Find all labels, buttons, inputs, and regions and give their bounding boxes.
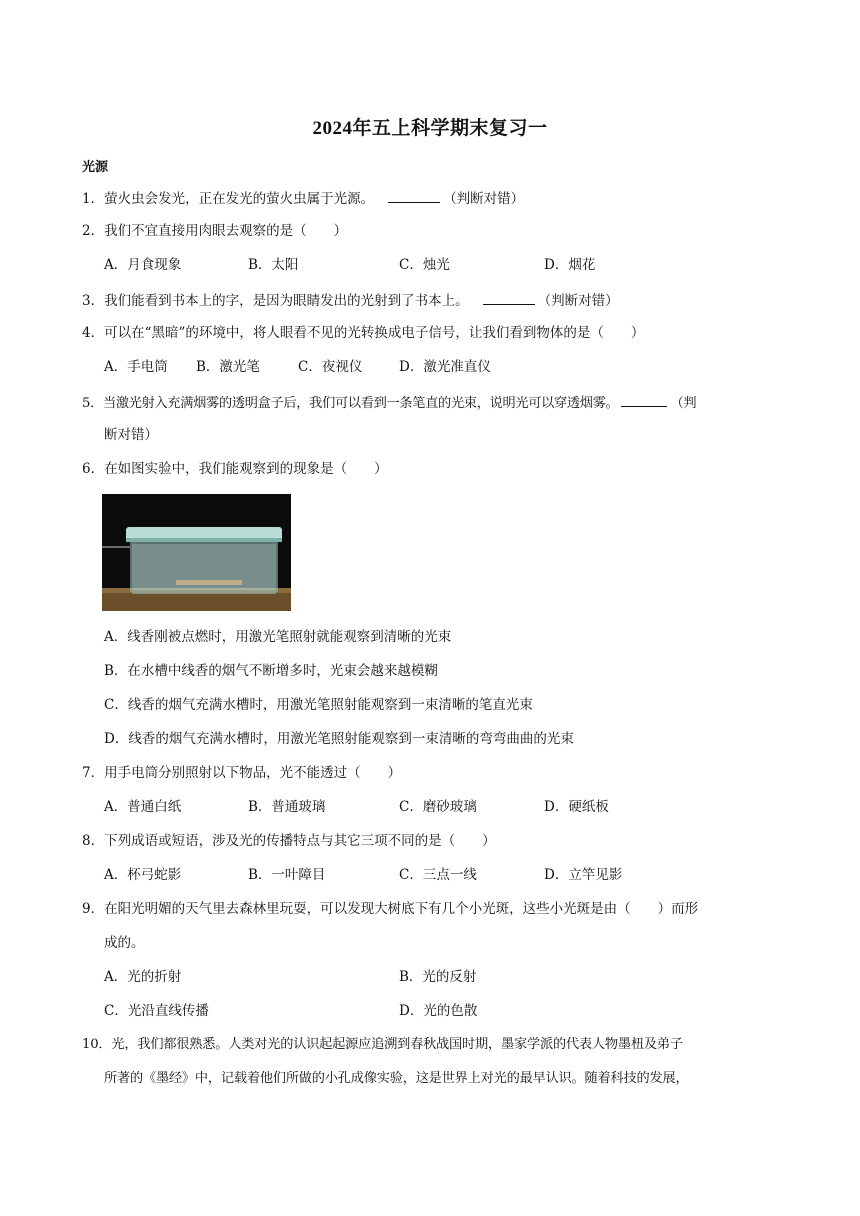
option-d[interactable]: D．线香的烟气充满水槽时，用激光笔照射能观察到一束清晰的弯弯曲曲的光束 (104, 731, 574, 747)
option-a[interactable]: A．手电筒 (104, 359, 168, 375)
experiment-photo (102, 494, 291, 611)
question-text: 3．我们能看到书本上的字，是因为眼睛发出的光射到了书本上。 (82, 293, 469, 309)
question-10: 10．光，我们都很熟悉。人类对光的认识起起源应追溯到春秋战国时期，墨家学派的代表人物墨杻及弟子 (82, 1037, 683, 1052)
option-d[interactable]: D．烟花 (544, 257, 596, 273)
question-7: 7．用手电筒分别照射以下物品，光不能透过（ ） (82, 765, 402, 781)
question-tail: （判断对错） (443, 191, 525, 207)
question-9-continued: 成的。 (104, 935, 145, 951)
option-a[interactable]: A．普通白纸 (104, 799, 182, 815)
question-10-continued: 所著的《墨经》中，记载着他们所做的小孔成像实验，这是世界上对光的最早认识。随着科技的发展， (104, 1071, 689, 1086)
question-5 (82, 392, 696, 413)
option-d[interactable]: D．光的色散 (399, 1003, 478, 1019)
question-text: 5．当激光射入充满烟雾的透明盒子后，我们可以看到一条笔直的光束，说明光可以穿透烟雾。 (82, 396, 619, 411)
page-title: 2024年五上科学期末复习一 (312, 118, 548, 139)
option-b[interactable]: B．在水槽中线香的烟气不断增多时，光束会越来越模糊 (104, 663, 438, 679)
option-c[interactable]: C．夜视仪 (298, 359, 363, 375)
option-d[interactable]: D．激光准直仪 (399, 359, 491, 375)
section-heading: 光源 (82, 160, 109, 175)
option-d[interactable]: D．立竿见影 (544, 867, 623, 883)
option-b[interactable]: B．太阳 (248, 257, 299, 273)
option-a[interactable]: A．月食现象 (104, 257, 182, 273)
option-c[interactable]: C．三点一线 (399, 867, 477, 883)
option-b[interactable]: B．普通玻璃 (248, 799, 326, 815)
option-b[interactable]: B．一叶障目 (248, 867, 326, 883)
option-a[interactable]: A．光的折射 (104, 969, 182, 985)
option-a[interactable]: A．线香刚被点燃时，用激光笔照射就能观察到清晰的光束 (104, 629, 452, 645)
answer-blank[interactable] (388, 188, 440, 203)
plastic-box-illustration (102, 494, 291, 611)
option-c[interactable]: C．光沿直线传播 (104, 1003, 209, 1019)
question-tail: （判断对错） (537, 293, 619, 309)
option-c[interactable]: C．线香的烟气充满水槽时，用激光笔照射能观察到一束清晰的笔直光束 (104, 697, 533, 713)
question-3 (82, 290, 619, 310)
option-a[interactable]: A．杯弓蛇影 (104, 867, 182, 883)
option-c[interactable]: C．烛光 (399, 257, 450, 273)
question-9: 9．在阳光明媚的天气里去森林里玩耍，可以发现大树底下有几个小光斑，这些小光斑是由（ ）而形 (82, 901, 699, 917)
question-8: 8．下列成语或短语，涉及光的传播特点与其它三项不同的是（ ） (82, 833, 496, 849)
answer-blank[interactable] (621, 392, 667, 407)
question-5-continued: 断对错） (104, 427, 158, 443)
option-b[interactable]: B．光的反射 (399, 969, 477, 985)
option-d[interactable]: D．硬纸板 (544, 799, 609, 815)
option-b[interactable]: B．激光笔 (196, 359, 260, 375)
option-c[interactable]: C．磨砂玻璃 (399, 799, 477, 815)
question-1 (82, 188, 524, 208)
question-6: 6．在如图实验中，我们能观察到的现象是（ ） (82, 461, 388, 477)
question-text: 1．萤火虫会发光，正在发光的萤火虫属于光源。 (82, 191, 375, 207)
question-tail: （判 (670, 396, 697, 411)
question-2: 2．我们不宜直接用肉眼去观察的是（ ） (82, 223, 348, 239)
question-4: 4．可以在“黑暗”的环境中，将人眼看不见的光转换成电子信号，让我们看到物体的是（ ） (82, 325, 645, 341)
answer-blank[interactable] (483, 290, 535, 305)
